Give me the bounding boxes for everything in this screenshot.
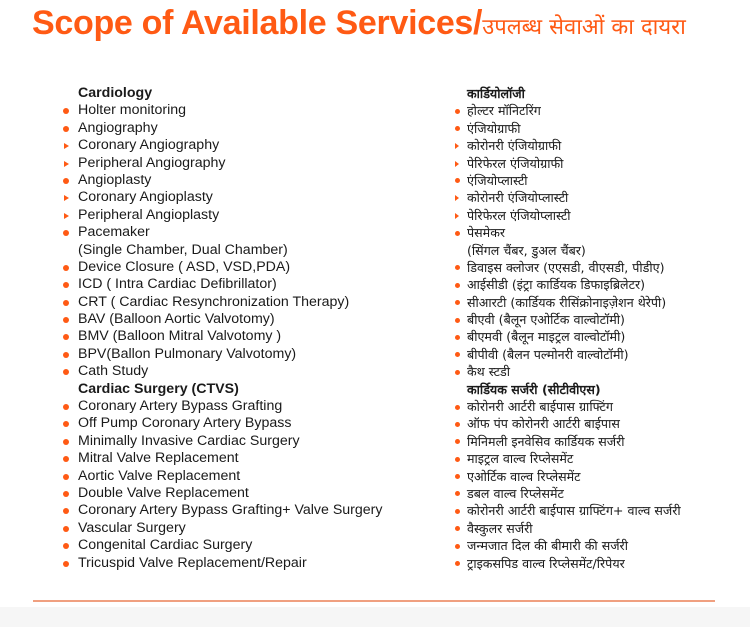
list-item-label: कोरोनरी आर्टरी बाईपास ग्राफ्टिंग <box>467 399 613 415</box>
list-item <box>62 311 442 328</box>
list-item <box>455 555 745 572</box>
list-item <box>62 259 442 276</box>
orange-bullet-icon <box>455 468 465 485</box>
list-item <box>455 242 745 259</box>
list-item-label: Cardiology <box>78 85 153 101</box>
list-item <box>62 207 442 224</box>
orange-bullet-icon <box>455 537 465 554</box>
list-item-label: कैथ स्टडी <box>467 364 510 380</box>
orange-bullet-icon <box>62 311 74 328</box>
list-item <box>62 120 442 137</box>
orange-bullet-icon <box>62 346 74 363</box>
orange-bullet-icon <box>62 120 74 137</box>
list-item-label: बीएमवी (बैलून माइट्रल वाल्वोटॉमी) <box>467 329 626 345</box>
list-item-label: BPV(Ballon Pulmonary Valvotomy) <box>78 345 297 362</box>
list-item-label: Coronary Angioplasty <box>78 189 213 206</box>
list-item <box>62 450 442 467</box>
list-item <box>455 433 745 450</box>
list-item-label: ट्राइकसपिड वाल्व रिप्लेसमेंट/रिपेयर <box>467 555 625 571</box>
list-item-label: Vascular Surgery <box>78 519 186 536</box>
orange-arrow-icon <box>455 155 465 172</box>
section-heading <box>455 85 745 102</box>
list-item-label: Cardiac Surgery (CTVS) <box>78 380 239 397</box>
orange-bullet-icon <box>62 450 74 467</box>
list-item-label: पेसमेकर <box>467 225 506 241</box>
list-item-label: बीपीवी (बैलन पल्मोनरी वाल्वोटॉमी) <box>467 346 629 362</box>
orange-arrow-icon <box>62 155 74 172</box>
list-item-label: CRT ( Cardiac Resynchronization Therapy) <box>78 293 350 310</box>
list-item <box>62 276 442 293</box>
list-item <box>455 415 745 432</box>
list-item-label: होल्टर मॉनिटरिंग <box>467 103 541 119</box>
list-item-label: जन्मजात दिल की बीमारी की सर्जरी <box>467 538 628 554</box>
list-item-label: कोरोनरी एंजियोप्लास्टी <box>467 190 569 206</box>
list-item-label: एओर्टिक वाल्व रिप्लेसमेंट <box>467 468 581 484</box>
list-item-label: Minimally Invasive Cardiac Surgery <box>78 432 300 449</box>
page-title <box>32 4 686 43</box>
list-item <box>455 120 745 137</box>
list-item <box>455 259 745 276</box>
list-item <box>62 502 442 519</box>
list-item-label: Peripheral Angiography <box>78 154 226 171</box>
orange-bullet-icon <box>455 102 465 119</box>
orange-bullet-icon <box>455 259 465 276</box>
list-item-label: ICD ( Intra Cardiac Defibrillator) <box>78 276 277 293</box>
orange-bullet-icon <box>455 328 465 345</box>
orange-bullet-icon <box>62 276 74 293</box>
list-item-label: Holter monitoring <box>78 102 187 119</box>
services-list-english <box>62 85 442 572</box>
list-item-label: Aortic Valve Replacement <box>78 467 241 484</box>
list-item <box>455 502 745 519</box>
list-item <box>455 328 745 345</box>
orange-bullet-icon <box>455 433 465 450</box>
orange-bullet-icon <box>62 363 74 380</box>
list-item <box>62 346 442 363</box>
orange-arrow-icon <box>62 137 74 154</box>
orange-bullet-icon <box>455 120 465 137</box>
orange-bullet-icon <box>62 433 74 450</box>
list-item-label: Coronary Angiography <box>78 137 220 154</box>
list-item <box>455 520 745 537</box>
services-list-hindi <box>455 85 745 572</box>
orange-bullet-icon <box>62 502 74 519</box>
list-item-label: Angioplasty <box>78 171 152 188</box>
title-english: Scope of Available Services/ <box>32 4 483 42</box>
list-item-label: कार्डियोलॉजी <box>467 86 525 101</box>
list-item-label: पेरिफेरल एंजियोप्लास्टी <box>467 207 571 223</box>
list-item <box>62 433 442 450</box>
orange-bullet-icon <box>62 102 74 119</box>
orange-bullet-icon <box>455 224 465 241</box>
list-item-label: कोरोनरी एंजियोग्राफी <box>467 138 562 154</box>
footer-divider <box>33 600 715 602</box>
list-item <box>62 294 442 311</box>
list-item <box>62 328 442 345</box>
list-item-label: Angiography <box>78 119 158 136</box>
list-item <box>455 537 745 554</box>
orange-bullet-icon <box>62 224 74 241</box>
list-item-label: डिवाइस क्लोजर (एएसडी, वीएसडी, पीडीए) <box>467 259 665 275</box>
list-item <box>455 398 745 415</box>
list-item-label: Cath Study <box>78 363 149 380</box>
section-heading <box>62 381 442 398</box>
list-item-label: Mitral Valve Replacement <box>78 450 239 467</box>
list-item <box>62 555 442 572</box>
list-item <box>455 189 745 206</box>
orange-bullet-icon <box>455 502 465 519</box>
list-item-label: आईसीडी (इंट्रा कार्डियक डिफाइब्रिलेटर) <box>467 277 646 293</box>
list-item-label: कोरोनरी आर्टरी बाईपास ग्राफ्टिंग+ वाल्व सर्जरी <box>467 503 681 519</box>
list-item <box>62 415 442 432</box>
orange-bullet-icon <box>455 555 465 572</box>
orange-bullet-icon <box>455 450 465 467</box>
list-item-label: BMV (Balloon Mitral Valvotomy ) <box>78 328 282 345</box>
orange-bullet-icon <box>455 415 465 432</box>
list-item-label: BAV (Balloon Aortic Valvotomy) <box>78 311 275 328</box>
orange-arrow-icon <box>62 207 74 224</box>
list-item <box>455 311 745 328</box>
orange-bullet-icon <box>62 328 74 345</box>
list-item <box>62 189 442 206</box>
footer-band <box>0 607 750 627</box>
list-item <box>62 363 442 380</box>
orange-bullet-icon <box>455 294 465 311</box>
orange-bullet-icon <box>62 468 74 485</box>
orange-arrow-icon <box>455 137 465 154</box>
list-item <box>455 346 745 363</box>
list-item-label: सीआरटी (कार्डियक रीसिंक्रोनाइज़ेशन थेरेपी) <box>467 294 667 310</box>
section-heading <box>455 381 745 398</box>
list-item <box>62 172 442 189</box>
orange-bullet-icon <box>455 172 465 189</box>
list-item-label: Congenital Cardiac Surgery <box>78 537 253 554</box>
list-item-label: ऑफ पंप कोरोनरी आर्टरी बाईपास <box>467 416 620 432</box>
title-hindi: उपलब्ध सेवाओं का दायरा <box>482 15 686 40</box>
list-item <box>62 224 442 241</box>
orange-arrow-icon <box>455 189 465 206</box>
orange-bullet-icon <box>455 346 465 363</box>
list-item <box>455 485 745 502</box>
section-heading <box>62 85 442 102</box>
orange-bullet-icon <box>62 294 74 311</box>
orange-bullet-icon <box>455 485 465 502</box>
list-item <box>455 276 745 293</box>
orange-bullet-icon <box>62 537 74 554</box>
list-item <box>455 155 745 172</box>
orange-bullet-icon <box>62 555 74 572</box>
list-item <box>62 137 442 154</box>
list-item-label: कार्डियक सर्जरी (सीटीवीएस) <box>467 381 601 397</box>
orange-arrow-icon <box>62 189 74 206</box>
list-item-label: Pacemaker <box>78 224 150 241</box>
list-item-label: पेरिफेरल एंजियोग्राफी <box>467 155 564 171</box>
list-item <box>62 102 442 119</box>
list-item-label: Tricuspid Valve Replacement/Repair <box>78 554 307 571</box>
list-item-label: Coronary Artery Bypass Grafting+ Valve Surgery <box>78 502 383 519</box>
list-item <box>62 537 442 554</box>
orange-bullet-icon <box>62 398 74 415</box>
list-item-label: वैस्कुलर सर्जरी <box>467 520 533 536</box>
list-item <box>62 520 442 537</box>
list-item <box>455 363 745 380</box>
list-item-label: Coronary Artery Bypass Grafting <box>78 398 283 415</box>
list-item <box>62 155 442 172</box>
list-item <box>455 102 745 119</box>
list-item-label: एंजियोप्लास्टी <box>467 172 528 188</box>
list-item <box>62 398 442 415</box>
orange-bullet-icon <box>455 398 465 415</box>
orange-bullet-icon <box>62 485 74 502</box>
orange-bullet-icon <box>62 172 74 189</box>
orange-arrow-icon <box>455 207 465 224</box>
orange-bullet-icon <box>455 520 465 537</box>
list-item-label: बीएवी (बैलून एओर्टिक वाल्वोटॉमी) <box>467 312 625 328</box>
orange-bullet-icon <box>455 276 465 293</box>
orange-bullet-icon <box>455 363 465 380</box>
list-item <box>62 485 442 502</box>
list-item <box>455 450 745 467</box>
orange-bullet-icon <box>62 259 74 276</box>
orange-bullet-icon <box>62 415 74 432</box>
list-item <box>455 172 745 189</box>
list-item <box>455 294 745 311</box>
list-item-label: Peripheral Angioplasty <box>78 206 220 223</box>
list-item-label: एंजियोग्राफी <box>467 120 521 136</box>
orange-bullet-icon <box>62 520 74 537</box>
list-item-label: डबल वाल्व रिप्लेसमेंट <box>467 485 564 501</box>
list-item-label: Device Closure ( ASD, VSD,PDA) <box>78 258 291 275</box>
list-item-label: Double Valve Replacement <box>78 484 249 501</box>
list-item-label: माइट्रल वाल्व रिप्लेसमेंट <box>467 451 574 467</box>
list-item-label: (Single Chamber, Dual Chamber) <box>78 241 288 258</box>
list-item-label: (सिंगल चैंबर, डुअल चैंबर) <box>467 242 586 258</box>
list-item <box>62 242 442 259</box>
list-item <box>455 468 745 485</box>
list-item <box>455 207 745 224</box>
list-item-label: मिनिमली इनवेसिव कार्डियक सर्जरी <box>467 433 625 449</box>
list-item <box>455 224 745 241</box>
list-item <box>455 137 745 154</box>
orange-bullet-icon <box>455 311 465 328</box>
list-item-label: Off Pump Coronary Artery Bypass <box>78 415 292 432</box>
list-item <box>62 468 442 485</box>
